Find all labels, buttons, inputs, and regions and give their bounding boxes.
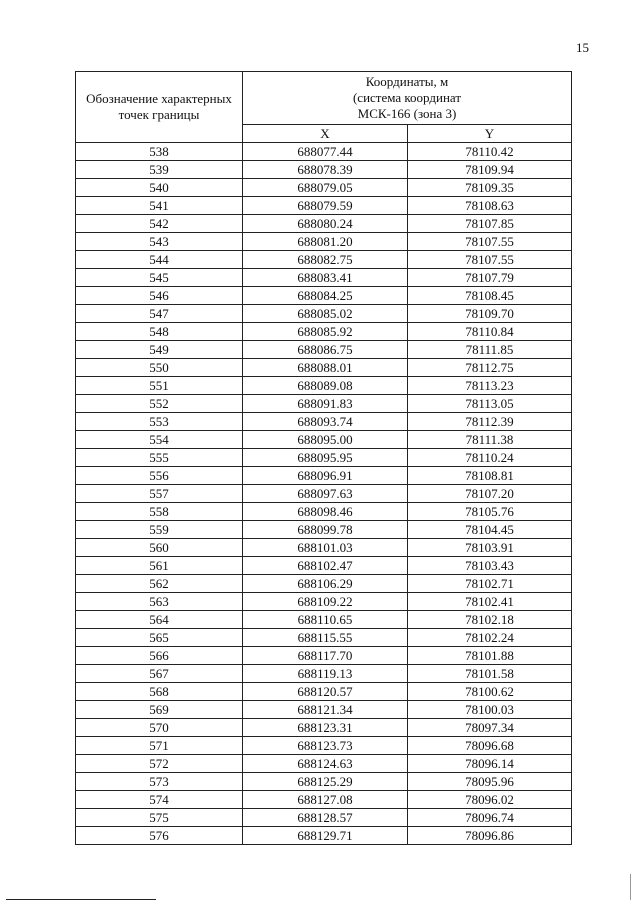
x-coordinate-cell: 688119.13 [243, 665, 408, 683]
y-coordinate-cell: 78095.96 [408, 773, 572, 791]
x-coordinate-cell: 688099.78 [243, 521, 408, 539]
x-coordinate-cell: 688091.83 [243, 395, 408, 413]
y-coordinate-cell: 78112.75 [408, 359, 572, 377]
point-number-cell: 563 [76, 593, 243, 611]
y-coordinate-cell: 78102.71 [408, 575, 572, 593]
point-number-cell: 554 [76, 431, 243, 449]
table-row [76, 413, 572, 431]
x-coordinate-cell: 688097.63 [243, 485, 408, 503]
table-row [76, 809, 572, 827]
table-row [76, 251, 572, 269]
x-coordinate-cell: 688121.34 [243, 701, 408, 719]
point-number-cell: 556 [76, 467, 243, 485]
table-row [76, 575, 572, 593]
x-coordinate-cell: 688123.31 [243, 719, 408, 737]
table-row [76, 341, 572, 359]
y-coordinate-cell: 78104.45 [408, 521, 572, 539]
y-coordinate-cell: 78107.20 [408, 485, 572, 503]
table-row [76, 647, 572, 665]
x-coordinate-cell: 688102.47 [243, 557, 408, 575]
point-number-cell: 541 [76, 197, 243, 215]
x-coordinate-cell: 688129.71 [243, 827, 408, 845]
y-coordinate-cell: 78102.41 [408, 593, 572, 611]
point-number-cell: 546 [76, 287, 243, 305]
point-number-cell: 573 [76, 773, 243, 791]
x-coordinate-cell: 688084.25 [243, 287, 408, 305]
x-coordinate-cell: 688125.29 [243, 773, 408, 791]
point-number-cell: 565 [76, 629, 243, 647]
point-number-cell: 539 [76, 161, 243, 179]
table-row [76, 467, 572, 485]
header-boundary-points: Обозначение характерных точек границы [76, 72, 243, 143]
point-number-cell: 568 [76, 683, 243, 701]
table-row [76, 305, 572, 323]
table-row [76, 269, 572, 287]
point-number-cell: 542 [76, 215, 243, 233]
y-coordinate-cell: 78096.14 [408, 755, 572, 773]
x-coordinate-cell: 688109.22 [243, 593, 408, 611]
table-row [76, 701, 572, 719]
table-row [76, 593, 572, 611]
point-number-cell: 570 [76, 719, 243, 737]
x-coordinate-cell: 688077.44 [243, 143, 408, 161]
header-x: X [243, 125, 408, 143]
y-coordinate-cell: 78096.86 [408, 827, 572, 845]
table-row [76, 773, 572, 791]
x-coordinate-cell: 688086.75 [243, 341, 408, 359]
table-row [76, 485, 572, 503]
y-coordinate-cell: 78107.55 [408, 233, 572, 251]
table-row [76, 827, 572, 845]
table-row [76, 557, 572, 575]
x-coordinate-cell: 688079.05 [243, 179, 408, 197]
x-coordinate-cell: 688079.59 [243, 197, 408, 215]
x-coordinate-cell: 688117.70 [243, 647, 408, 665]
table-row [76, 521, 572, 539]
x-coordinate-cell: 688093.74 [243, 413, 408, 431]
coordinates-table [75, 71, 572, 845]
x-coordinate-cell: 688127.08 [243, 791, 408, 809]
x-coordinate-cell: 688080.24 [243, 215, 408, 233]
y-coordinate-cell: 78103.91 [408, 539, 572, 557]
y-coordinate-cell: 78107.85 [408, 215, 572, 233]
header-coordinates-line2: (система координат [352, 90, 462, 105]
y-coordinate-cell: 78096.74 [408, 809, 572, 827]
point-number-cell: 564 [76, 611, 243, 629]
header-coordinates [243, 72, 572, 125]
x-coordinate-cell: 688096.91 [243, 467, 408, 485]
y-coordinate-cell: 78113.23 [408, 377, 572, 395]
x-coordinate-cell: 688124.63 [243, 755, 408, 773]
table-row [76, 791, 572, 809]
point-number-cell: 574 [76, 791, 243, 809]
table-row [76, 431, 572, 449]
y-coordinate-cell: 78096.02 [408, 791, 572, 809]
y-coordinate-cell: 78107.79 [408, 269, 572, 287]
point-number-cell: 547 [76, 305, 243, 323]
y-coordinate-cell: 78101.58 [408, 665, 572, 683]
point-number-cell: 569 [76, 701, 243, 719]
point-number-cell: 553 [76, 413, 243, 431]
point-number-cell: 576 [76, 827, 243, 845]
point-number-cell: 543 [76, 233, 243, 251]
table-body [76, 143, 572, 845]
y-coordinate-cell: 78111.85 [408, 341, 572, 359]
y-coordinate-cell: 78109.70 [408, 305, 572, 323]
x-coordinate-cell: 688082.75 [243, 251, 408, 269]
x-coordinate-cell: 688106.29 [243, 575, 408, 593]
x-coordinate-cell: 688110.65 [243, 611, 408, 629]
scan-edge-mark [630, 874, 631, 900]
point-number-cell: 575 [76, 809, 243, 827]
x-coordinate-cell: 688083.41 [243, 269, 408, 287]
point-number-cell: 549 [76, 341, 243, 359]
x-coordinate-cell: 688085.92 [243, 323, 408, 341]
point-number-cell: 545 [76, 269, 243, 287]
table-row [76, 323, 572, 341]
point-number-cell: 555 [76, 449, 243, 467]
page-number: 15 [576, 40, 589, 55]
table-row [76, 395, 572, 413]
table-row [76, 611, 572, 629]
x-coordinate-cell: 688123.73 [243, 737, 408, 755]
y-coordinate-cell: 78101.88 [408, 647, 572, 665]
header-y: Y [408, 125, 572, 143]
y-coordinate-cell: 78096.68 [408, 737, 572, 755]
table-row [76, 197, 572, 215]
table-row [76, 377, 572, 395]
point-number-cell: 538 [76, 143, 243, 161]
table-row [76, 215, 572, 233]
table-header-row [76, 72, 572, 125]
x-coordinate-cell: 688095.95 [243, 449, 408, 467]
table-row [76, 143, 572, 161]
table-row [76, 665, 572, 683]
table-row [76, 287, 572, 305]
table-row [76, 161, 572, 179]
point-number-cell: 559 [76, 521, 243, 539]
point-number-cell: 544 [76, 251, 243, 269]
x-coordinate-cell: 688128.57 [243, 809, 408, 827]
x-coordinate-cell: 688089.08 [243, 377, 408, 395]
point-number-cell: 571 [76, 737, 243, 755]
table-row [76, 755, 572, 773]
x-coordinate-cell: 688085.02 [243, 305, 408, 323]
point-number-cell: 566 [76, 647, 243, 665]
header-coordinates-line1: Координаты, м [365, 74, 449, 89]
y-coordinate-cell: 78105.76 [408, 503, 572, 521]
y-coordinate-cell: 78100.62 [408, 683, 572, 701]
y-coordinate-cell: 78110.42 [408, 143, 572, 161]
table-row [76, 719, 572, 737]
x-coordinate-cell: 688088.01 [243, 359, 408, 377]
point-number-cell: 572 [76, 755, 243, 773]
table-row [76, 233, 572, 251]
x-coordinate-cell: 688098.46 [243, 503, 408, 521]
x-coordinate-cell: 688101.03 [243, 539, 408, 557]
x-coordinate-cell: 688120.57 [243, 683, 408, 701]
y-coordinate-cell: 78110.24 [408, 449, 572, 467]
y-coordinate-cell: 78107.55 [408, 251, 572, 269]
x-coordinate-cell: 688115.55 [243, 629, 408, 647]
point-number-cell: 558 [76, 503, 243, 521]
x-coordinate-cell: 688095.00 [243, 431, 408, 449]
y-coordinate-cell: 78108.45 [408, 287, 572, 305]
table-row [76, 629, 572, 647]
point-number-cell: 552 [76, 395, 243, 413]
x-coordinate-cell: 688078.39 [243, 161, 408, 179]
table-row [76, 449, 572, 467]
table-row [76, 683, 572, 701]
y-coordinate-cell: 78108.81 [408, 467, 572, 485]
point-number-cell: 557 [76, 485, 243, 503]
table-row [76, 179, 572, 197]
point-number-cell: 550 [76, 359, 243, 377]
point-number-cell: 551 [76, 377, 243, 395]
table-row [76, 359, 572, 377]
y-coordinate-cell: 78113.05 [408, 395, 572, 413]
y-coordinate-cell: 78097.34 [408, 719, 572, 737]
point-number-cell: 561 [76, 557, 243, 575]
x-coordinate-cell: 688081.20 [243, 233, 408, 251]
y-coordinate-cell: 78102.24 [408, 629, 572, 647]
table-row [76, 503, 572, 521]
point-number-cell: 562 [76, 575, 243, 593]
point-number-cell: 540 [76, 179, 243, 197]
header-coordinates-line3: МСК-166 (зона 3) [357, 106, 457, 121]
y-coordinate-cell: 78109.94 [408, 161, 572, 179]
point-number-cell: 560 [76, 539, 243, 557]
y-coordinate-cell: 78110.84 [408, 323, 572, 341]
y-coordinate-cell: 78103.43 [408, 557, 572, 575]
y-coordinate-cell: 78102.18 [408, 611, 572, 629]
y-coordinate-cell: 78100.03 [408, 701, 572, 719]
y-coordinate-cell: 78111.38 [408, 431, 572, 449]
footer-rule [6, 899, 156, 900]
point-number-cell: 548 [76, 323, 243, 341]
table-row [76, 737, 572, 755]
table-row [76, 539, 572, 557]
y-coordinate-cell: 78112.39 [408, 413, 572, 431]
y-coordinate-cell: 78109.35 [408, 179, 572, 197]
point-number-cell: 567 [76, 665, 243, 683]
y-coordinate-cell: 78108.63 [408, 197, 572, 215]
